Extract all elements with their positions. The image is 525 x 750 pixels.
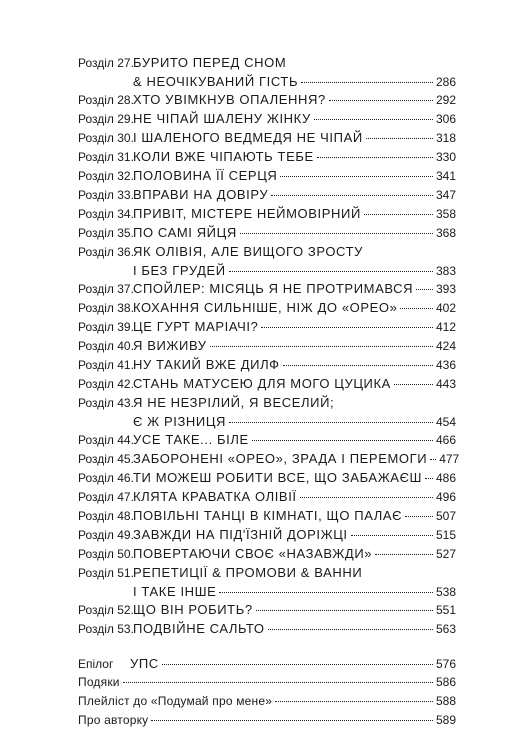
dot-leader xyxy=(364,214,433,215)
toc-extra-entry[interactable] xyxy=(78,694,456,713)
section-title: Плейліст до «Подумай про мене» xyxy=(78,694,273,708)
toc-entry[interactable] xyxy=(78,376,456,395)
dot-leader xyxy=(162,664,433,665)
dot-leader xyxy=(240,233,433,234)
dot-leader xyxy=(300,497,433,498)
section-title: УПС xyxy=(130,656,159,671)
toc-entry[interactable] xyxy=(78,451,460,470)
chapter-label: Розділ 37. xyxy=(78,282,134,296)
toc-entry-line xyxy=(78,675,456,694)
toc-entry[interactable] xyxy=(78,621,456,640)
toc-entry-line xyxy=(78,527,456,546)
dot-leader xyxy=(366,138,433,139)
chapter-label: Розділ 39. xyxy=(78,320,134,334)
dot-leader xyxy=(351,535,433,536)
page-number: 589 xyxy=(435,713,456,727)
chapter-label: Розділ 36. xyxy=(78,245,134,259)
toc-entry-line xyxy=(78,602,456,621)
dot-leader xyxy=(280,176,433,177)
toc-entry[interactable] xyxy=(78,508,456,527)
toc-entry-line xyxy=(78,414,456,432)
page-number: 424 xyxy=(435,339,456,353)
toc-entry-line xyxy=(78,508,456,527)
toc-entry-line xyxy=(78,206,456,225)
dot-leader xyxy=(271,195,433,196)
toc-entry-line xyxy=(78,489,456,508)
chapter-title: І БЕЗ ГРУДЕЙ xyxy=(133,263,226,278)
dot-leader xyxy=(394,384,433,385)
chapter-label: Розділ 51. xyxy=(78,566,134,580)
page-number: 563 xyxy=(435,622,456,636)
page-number: 576 xyxy=(435,657,456,671)
chapter-title: І ТАКЕ ІНШЕ xyxy=(133,584,217,599)
page-number: 496 xyxy=(435,490,456,504)
chapter-label: Розділ 45. xyxy=(78,452,134,466)
toc-entry[interactable] xyxy=(78,300,456,319)
chapter-title: СТАНЬ МАТУСЕЮ ДЛЯ МОГО ЦУЦИКА xyxy=(133,376,391,391)
toc-entry-line xyxy=(78,168,456,187)
chapter-label: Розділ 47. xyxy=(78,490,134,504)
chapter-label: Розділ 34. xyxy=(78,207,134,221)
toc-entry-line xyxy=(78,470,456,489)
chapter-label: Розділ 38. xyxy=(78,301,134,315)
toc-entry-line xyxy=(78,74,456,92)
chapter-label: Розділ 53. xyxy=(78,622,134,636)
chapter-label: Розділ 43. xyxy=(78,396,134,410)
chapter-title: І ШАЛЕНОГО ВЕДМЕДЯ НЕ ЧІПАЙ xyxy=(133,130,363,145)
page-number: 586 xyxy=(435,675,456,689)
chapter-title: ХТО УВІМКНУВ ОПАЛЕННЯ? xyxy=(133,92,326,107)
toc-entry[interactable] xyxy=(78,244,456,281)
chapter-title: ЦЕ ГУРТ МАРІАЧІ? xyxy=(133,319,259,334)
dot-leader xyxy=(268,629,433,630)
chapter-title: ТИ МОЖЕШ РОБИТИ ВСЕ, ЩО ЗАБАЖАЄШ xyxy=(133,470,423,485)
dot-leader xyxy=(256,610,433,611)
toc-entry[interactable] xyxy=(78,149,456,168)
chapter-title: НУ ТАКИЙ ВЖЕ ДИЛФ xyxy=(133,357,280,372)
toc-entry-line xyxy=(78,565,456,584)
chapter-title: УСЕ ТАКЕ... БІЛЕ xyxy=(133,432,249,447)
chapter-title: Я НЕ НЕЗРІЛИЙ, Я ВЕСЕЛИЙ; xyxy=(133,395,335,410)
toc-entry[interactable] xyxy=(78,206,456,225)
page-number: 551 xyxy=(435,603,456,617)
toc-entry[interactable] xyxy=(78,527,456,546)
page-number: 292 xyxy=(435,93,456,107)
chapter-label: Розділ 35. xyxy=(78,226,134,240)
dot-leader xyxy=(425,478,433,479)
chapter-title: ЗАБОРОНЕНІ «ОРЕО», ЗРАДА І ПЕРЕМОГИ xyxy=(133,451,428,466)
page-number: 341 xyxy=(435,169,456,183)
dot-leader xyxy=(283,365,433,366)
toc-entry-line xyxy=(78,357,456,376)
chapter-label: Розділ 33. xyxy=(78,188,134,202)
toc-entry-line xyxy=(78,187,456,206)
page-number: 538 xyxy=(435,585,456,599)
page-number: 318 xyxy=(435,131,456,145)
page-number: 436 xyxy=(435,358,456,372)
page-number: 330 xyxy=(435,150,456,164)
toc-extra-entry[interactable] xyxy=(78,656,456,675)
toc-entry[interactable] xyxy=(78,470,456,489)
toc-extra-entry[interactable] xyxy=(78,675,456,694)
chapter-label: Розділ 40. xyxy=(78,339,134,353)
chapter-title: ЯК ОЛІВІЯ, АЛЕ ВИЩОГО ЗРОСТУ xyxy=(133,244,363,259)
toc-entry-line xyxy=(78,432,456,451)
toc-entry-line xyxy=(78,225,456,244)
chapter-label: Розділ 30. xyxy=(78,131,134,145)
page-number: 383 xyxy=(435,264,456,278)
chapter-title: КОЛИ ВЖЕ ЧІПАЮТЬ ТЕБЕ xyxy=(133,149,314,164)
chapter-title: ЗАВЖДИ НА ПІД'ЇЗНІЙ ДОРІЖЦІ xyxy=(133,527,348,542)
toc-entry-line xyxy=(78,263,456,281)
chapter-label: Розділ 41. xyxy=(78,358,134,372)
chapter-title: РЕПЕТИЦІЇ & ПРОМОВИ & ВАННИ xyxy=(133,565,363,580)
dot-leader xyxy=(123,682,433,683)
chapter-title: & НЕОЧІКУВАНИЙ ГІСТЬ xyxy=(133,74,299,89)
chapter-label: Розділ 49. xyxy=(78,528,134,542)
dot-leader xyxy=(210,346,433,347)
toc-entry-line xyxy=(78,92,456,111)
chapter-label: Розділ 44. xyxy=(78,433,134,447)
page-number: 358 xyxy=(435,207,456,221)
toc-entry[interactable] xyxy=(78,130,456,149)
chapter-title: Я ВИЖИВУ xyxy=(133,338,207,353)
toc-entry[interactable] xyxy=(78,602,456,621)
page-number: 477 xyxy=(439,452,460,466)
chapter-label: Розділ 28. xyxy=(78,93,134,107)
chapter-label: Розділ 42. xyxy=(78,377,134,391)
chapter-title: ПОЛОВИНА ЇЇ СЕРЦЯ xyxy=(133,168,278,183)
toc-entry[interactable] xyxy=(78,319,456,338)
chapter-title: ПО САМІ ЯЙЦЯ xyxy=(133,225,237,240)
dot-leader xyxy=(151,720,433,721)
toc-entry-line xyxy=(78,584,456,602)
toc-entry[interactable] xyxy=(78,357,456,376)
dot-leader xyxy=(405,516,433,517)
toc-entry[interactable] xyxy=(78,225,456,244)
toc-entry-line xyxy=(78,338,456,357)
toc-entry-line xyxy=(78,281,456,300)
section-label: Епілог xyxy=(78,657,114,671)
toc-entry-line xyxy=(78,111,456,130)
chapter-title: ПОВЕРТАЮЧИ СВОЄ «НАЗАВЖДИ» xyxy=(133,546,373,561)
dot-leader xyxy=(416,289,433,290)
section-gap xyxy=(78,640,456,656)
toc-entry-line xyxy=(78,694,456,713)
chapter-label: Розділ 52. xyxy=(78,603,134,617)
chapter-label: Розділ 27. xyxy=(78,56,134,70)
toc-entry-line xyxy=(78,656,456,675)
chapter-label: Розділ 31. xyxy=(78,150,134,164)
toc-entry-line xyxy=(78,451,460,470)
page-number: 466 xyxy=(435,433,456,447)
toc-entry[interactable] xyxy=(78,55,456,92)
dot-leader xyxy=(229,271,433,272)
page-number: 402 xyxy=(435,301,456,315)
dot-leader xyxy=(229,422,433,423)
chapter-title: ЩО ВІН РОБИТЬ? xyxy=(133,602,253,617)
toc-entry[interactable] xyxy=(78,565,456,602)
dot-leader xyxy=(301,82,433,83)
dot-leader xyxy=(317,157,433,158)
chapter-title: БУРИТО ПЕРЕД СНОМ xyxy=(133,55,287,70)
chapter-title: НЕ ЧІПАЙ ШАЛЕНУ ЖІНКУ xyxy=(133,111,311,126)
dot-leader xyxy=(219,592,433,593)
dot-leader xyxy=(275,701,433,702)
toc-entry[interactable] xyxy=(78,281,456,300)
chapter-title: КОХАННЯ СИЛЬНІШЕ, НІЖ ДО «ОРЕО» xyxy=(133,300,398,315)
toc-entry-line xyxy=(78,244,456,263)
toc-entry-line xyxy=(78,546,456,565)
toc-entry[interactable] xyxy=(78,432,456,451)
toc-entry-line xyxy=(78,376,456,395)
chapter-title: ВПРАВИ НА ДОВІРУ xyxy=(133,187,269,202)
toc-entry-line xyxy=(78,55,456,74)
toc-entry[interactable] xyxy=(78,489,456,508)
toc-entry-line xyxy=(78,300,456,319)
dot-leader xyxy=(314,119,433,120)
toc-entry-line xyxy=(78,319,456,338)
dot-leader xyxy=(329,100,433,101)
toc-entry[interactable] xyxy=(78,92,456,111)
page-number: 443 xyxy=(435,377,456,391)
toc-entry[interactable] xyxy=(78,187,456,206)
toc-entry-line xyxy=(78,395,456,414)
page-number: 507 xyxy=(435,509,456,523)
chapter-label: Розділ 29. xyxy=(78,112,134,126)
toc-entry[interactable] xyxy=(78,168,456,187)
dot-leader xyxy=(252,440,433,441)
toc-entry-line xyxy=(78,713,456,732)
chapter-title: Є Ж РІЗНИЦЯ xyxy=(133,414,227,429)
chapter-label: Розділ 50. xyxy=(78,547,134,561)
toc-entry-line xyxy=(78,621,456,640)
page-number: 486 xyxy=(435,471,456,485)
page-number: 454 xyxy=(435,415,456,429)
chapter-title: КЛЯТА КРАВАТКА ОЛІВІЇ xyxy=(133,489,297,504)
page-number: 515 xyxy=(435,528,456,542)
dot-leader xyxy=(400,308,433,309)
page-number: 393 xyxy=(435,282,456,296)
section-title: Подяки xyxy=(78,675,120,689)
chapter-title: СПОЙЛЕР: МІСЯЦЬ Я НЕ ПРОТРИМАВСЯ xyxy=(133,281,414,296)
page-number: 347 xyxy=(435,188,456,202)
toc-entry[interactable] xyxy=(78,395,456,432)
dot-leader xyxy=(430,459,436,460)
toc-entry[interactable] xyxy=(78,338,456,357)
section-title: Про авторку xyxy=(78,713,149,727)
toc-entry[interactable] xyxy=(78,546,456,565)
page-number: 588 xyxy=(435,694,456,708)
toc-entry-line xyxy=(78,149,456,168)
toc-extra-entry[interactable] xyxy=(78,713,456,732)
page-number: 412 xyxy=(435,320,456,334)
dot-leader xyxy=(261,327,433,328)
page-number: 306 xyxy=(435,112,456,126)
page-number: 286 xyxy=(435,75,456,89)
dot-leader xyxy=(375,554,433,555)
chapter-title: ПОВІЛЬНІ ТАНЦІ В КІМНАТІ, ЩО ПАЛАЄ xyxy=(133,508,403,523)
chapter-label: Розділ 48. xyxy=(78,509,134,523)
chapter-title: ПОДВІЙНЕ САЛЬТО xyxy=(133,621,265,636)
toc-entry[interactable] xyxy=(78,111,456,130)
table-of-contents xyxy=(78,55,460,732)
chapter-title: ПРИВІТ, МІСТЕРЕ НЕЙМОВІРНИЙ xyxy=(133,206,361,221)
chapter-label: Розділ 32. xyxy=(78,169,134,183)
toc-entry-line xyxy=(78,130,456,149)
chapter-label: Розділ 46. xyxy=(78,471,134,485)
page-number: 527 xyxy=(435,547,456,561)
page-number: 368 xyxy=(435,226,456,240)
